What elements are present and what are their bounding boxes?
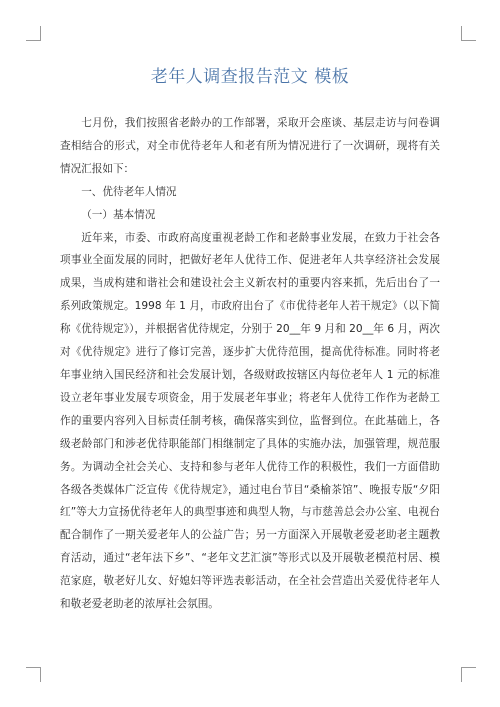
section-heading: 一、优待老年人情况 (81, 185, 177, 198)
crop-mark-top-right (461, 26, 476, 41)
intro-paragraph: 七月份，我们按照省老龄办的工作部署，采取开会座谈、基层走访与问卷调查相结合的形式，对全市优待老年人和老有所为情况进行了一次调研，现将有关情况汇报如下： (60, 117, 440, 175)
crop-mark-bottom-right (461, 667, 476, 682)
document-body (60, 112, 440, 616)
body-paragraph: 近年来，市委、市政府高度重视老龄工作和老龄事业发展，在致力于社会各项事业全面发展的同时，把做好老年人优待工作、促进老年人共享经济社会发展成果，当成构建和谐社会和建设社会主义新农村的重要内容来抓，先后出台了一系列政策规定。1998 年 1 月，市政府出台了《市优待老年人若干规定》（以下简称《优待规定》），并根据省优待规定，分别于 20__年 9 月和 20__年 6 月，两次对《优待规定》进行了修订完善，逐步扩大优待范围，提高优待标准。同时将老年事业纳入国民经济和社会发展计划，各级财政按辖区内每位老年人 1 元的标准设立老年事业发展专项资金，用于发展老年事业；将老年人优待工作作为老龄工作的重要内容列入目标责任制考核，确保落实到位，监督到位。在此基础上，各级老龄部门和涉老优待职能部门相继制定了具体的实施办法，加强管理，规范服务。为调动全社会关心、支持和参与老年人优待工作的积极性，我们一方面借助各级各类媒体广泛宣传《优待规定》，通过电台节目“桑榆茶馆”、晚报专版“夕阳红”等大力宣扬优待老年人的典型事迹和典型人物，与市慈善总会办公室、电视台配合制作了一期关爱老年人的公益广告；另一方面深入开展敬老爱老助老主题教育活动，通过“老年法下乡”、“老年文艺汇演”等形式以及开展敬老模范村居、模范家庭，敬老好儿女、好媳妇等评选表彰活动，在全社会营造出关爱优待老年人和敬老爱老助老的浓厚社会氛围。 (60, 231, 440, 611)
subsection-heading: （一）基本情况 (81, 208, 156, 221)
crop-mark-top-left (26, 26, 41, 41)
document-title: 老年人调查报告范文 模板 (150, 67, 350, 87)
crop-mark-bottom-left (26, 667, 41, 682)
